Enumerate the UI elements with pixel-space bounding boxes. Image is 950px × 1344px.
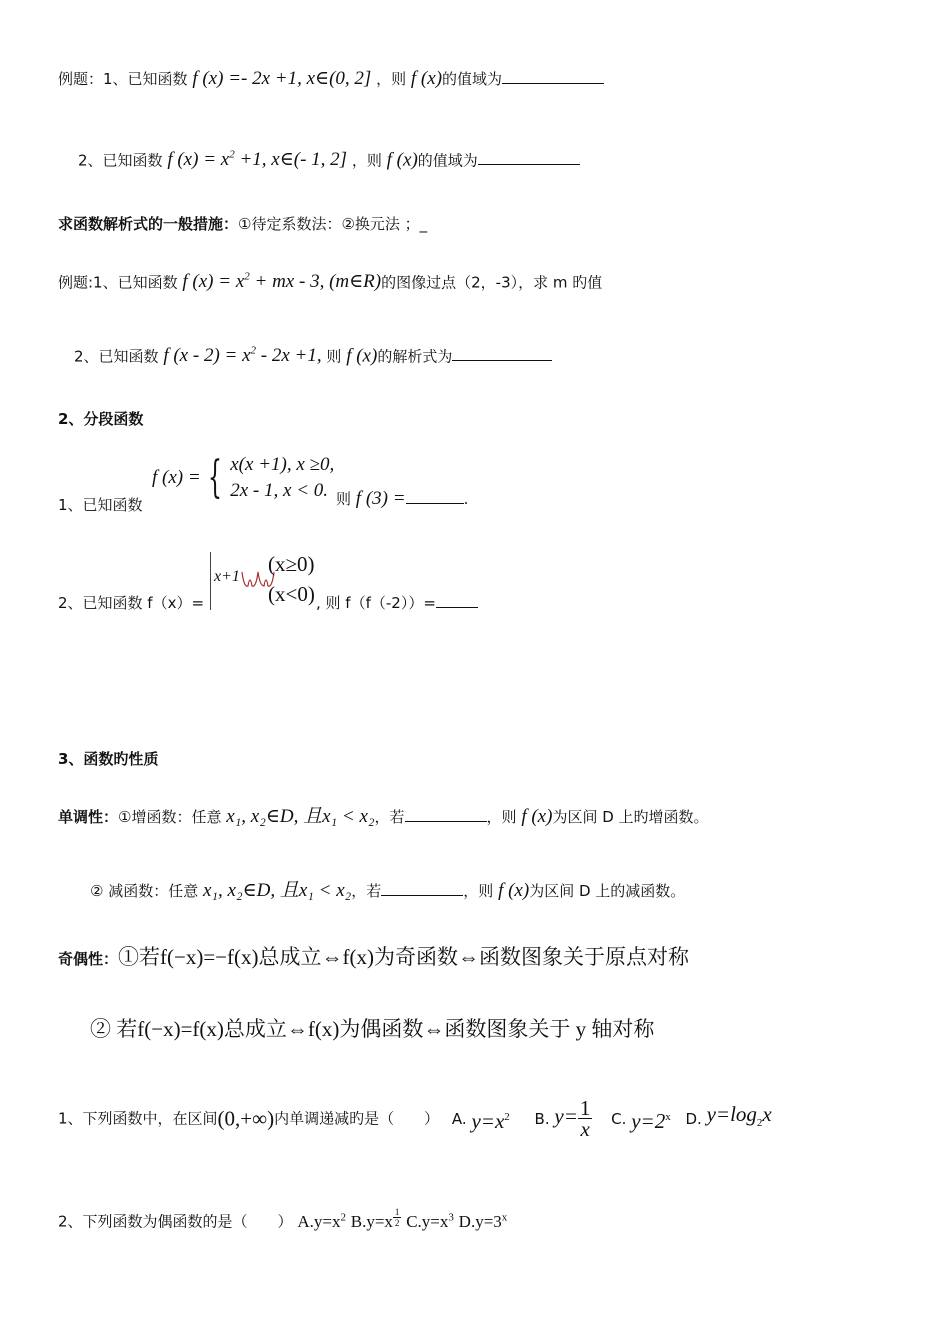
- example-4-fx: f (x): [346, 345, 378, 367]
- exponent: 2: [244, 271, 250, 283]
- q1-option-b-expr: y= $\frac{1}{x}$: [554, 1096, 591, 1141]
- mono-inc-cond: x₁, x₂∈D, 且x₁ < x₂: [226, 806, 375, 827]
- method-line: [58, 213, 427, 235]
- mono-inc-suffix: 为区间 D 上旳增函数。: [552, 808, 709, 826]
- piecewise-2-bar: [210, 552, 211, 610]
- example-2-mid: ，则: [351, 151, 382, 170]
- q1-option-a-expr: $y=x^2$: [471, 1108, 510, 1133]
- piecewise-1-end: .: [463, 490, 469, 508]
- example-1-formula: f (x) =- 2x +1, x∈(0, 2]: [192, 68, 372, 89]
- piecewise-1-case-2: 2x - 1, x < 0.: [230, 480, 329, 501]
- example-2-prefix: 2、已知函数: [78, 151, 163, 170]
- answer-blank: [406, 489, 464, 504]
- question-1: [58, 1098, 772, 1144]
- piecewise-1-cases: [230, 452, 334, 504]
- mono-decreasing: [90, 880, 685, 902]
- answer-blank: [452, 346, 552, 361]
- answer-blank: [478, 150, 580, 165]
- method-text: ①待定系数法：②换元法 ；_: [238, 215, 428, 233]
- mono-dec-if: ，若: [351, 882, 382, 900]
- piecewise-2-formula: [210, 550, 320, 612]
- piecewise-1-case-1: x(x +1), x ≥0,: [230, 454, 335, 475]
- example-2-fx: f (x): [386, 149, 418, 171]
- parity-even-text: ② 若f(−x)=f(x)总成立⇔f(x)为偶函数⇔函数图象关于 y 轴对称: [90, 1017, 655, 1041]
- example-3-suffix: 的图像过点（2，-3），求 m 旳值: [381, 273, 603, 292]
- parity-odd: [58, 946, 689, 970]
- mono-dec-cond: x₁, x₂∈D, 且x₁ < x₂: [203, 880, 352, 901]
- q2-option-a: $A.y=x^2$: [297, 1211, 346, 1231]
- mono-inc-then: ，则: [486, 808, 517, 826]
- example-2: [78, 144, 580, 171]
- q1-stem-2: 内单调递减旳是（ ）: [274, 1109, 440, 1128]
- piecewise-2-scribble: x+1: [214, 568, 240, 585]
- answer-blank: [502, 69, 604, 84]
- q1-interval: (0,+∞): [217, 1106, 275, 1131]
- example-4-prefix: 2、已知函数: [74, 347, 159, 366]
- left-brace-icon: {: [208, 452, 223, 503]
- exponent: 2: [229, 149, 235, 161]
- exponent: 2: [250, 345, 257, 357]
- example-4-suffix: 的解析式为: [377, 347, 453, 366]
- q1-option-c: C.: [611, 1109, 627, 1128]
- q2-option-c: $C.y=x^3$: [406, 1211, 454, 1231]
- example-1-suffix: 的值域为: [442, 70, 503, 88]
- q1-option-c-expr: $y=2^x$: [631, 1108, 671, 1133]
- question-2: [58, 1206, 507, 1233]
- section-2-title: 2、分段函数: [58, 410, 144, 428]
- example-1-mid: ，则: [376, 70, 407, 88]
- example-3-formula: f $(x) = x^2$ + mx - 3, (m∈R): [182, 271, 382, 293]
- piecewise-2-label: 2、已知函数 f（x）=: [58, 594, 205, 612]
- mono-increasing: [58, 806, 709, 828]
- answer-blank: [381, 881, 463, 896]
- mono-heading: 单调性：: [58, 808, 119, 826]
- mono-dec-fx: f (x): [498, 880, 530, 901]
- piecewise-2-ask: , 则 f（f（-2））=: [316, 592, 478, 614]
- parity-odd-text: ①若f(−x)=−f(x)总成立⇔f(x)为奇函数⇔函数图象关于原点对称: [118, 945, 689, 969]
- example-1-fx: f (x): [410, 68, 443, 89]
- mono-inc-fx: f (x): [521, 806, 553, 827]
- answer-blank: [436, 593, 478, 608]
- parity-even: [90, 1018, 654, 1042]
- q2-stem: 2、下列函数为偶函数的是（ ）: [58, 1212, 293, 1231]
- example-2-suffix: 的值域为: [417, 151, 478, 170]
- q2-option-d: $D.y=3^x$: [458, 1211, 508, 1231]
- piecewise-1-f3: f (3) =: [355, 488, 406, 509]
- piecewise-2-case-1: (x≥0): [268, 552, 315, 576]
- q1-option-a: A.: [451, 1109, 467, 1128]
- piecewise-1-then: 则: [336, 490, 352, 508]
- q1-stem: 1、下列函数中，在区间: [58, 1109, 218, 1128]
- q2-option-b: B.y=x $^{\frac{1}{2}}$: [350, 1206, 400, 1231]
- section-3-title: 3、函数旳性质: [58, 750, 159, 768]
- example-4: [74, 340, 552, 367]
- example-1-prefix: 例题：1、已知函数: [58, 70, 188, 88]
- example-3-prefix: 例题:1、已知函数: [58, 273, 178, 292]
- mono-inc-if: ，若: [374, 808, 405, 826]
- example-1: [58, 68, 604, 90]
- piecewise-2-case-2: (x<0): [268, 582, 315, 606]
- mono-dec-prefix: ② 减函数：任意: [90, 882, 199, 900]
- example-4-mid: 则: [326, 347, 342, 366]
- piecewise-1-ask: [336, 488, 468, 510]
- q1-option-b: B.: [534, 1109, 550, 1128]
- q1-option-d-expr: $y=\log_2x$: [706, 1101, 772, 1130]
- example-2-formula: f $(x) = x^2 +1$, x∈(- 1, 2]: [167, 149, 348, 171]
- method-heading: 求函数解析式的一般措施：: [58, 215, 239, 233]
- answer-blank: [405, 807, 487, 822]
- mono-inc-prefix: ①增函数：任意: [118, 808, 222, 826]
- piecewise-1-label: 1、已知函数: [58, 496, 143, 514]
- piecewise-1-lhs: f (x) =: [152, 467, 201, 488]
- example-4-formula: f $(x - 2) = x^2 - 2x +1$,: [163, 345, 322, 367]
- example-3: [58, 266, 602, 293]
- piecewise-1-formula: [152, 452, 334, 510]
- q1-option-d: D.: [685, 1109, 702, 1128]
- parity-heading: 奇偶性：: [58, 950, 119, 968]
- mono-dec-then: ，则: [463, 882, 494, 900]
- mono-dec-suffix: 为区间 D 上的减函数。: [529, 882, 686, 900]
